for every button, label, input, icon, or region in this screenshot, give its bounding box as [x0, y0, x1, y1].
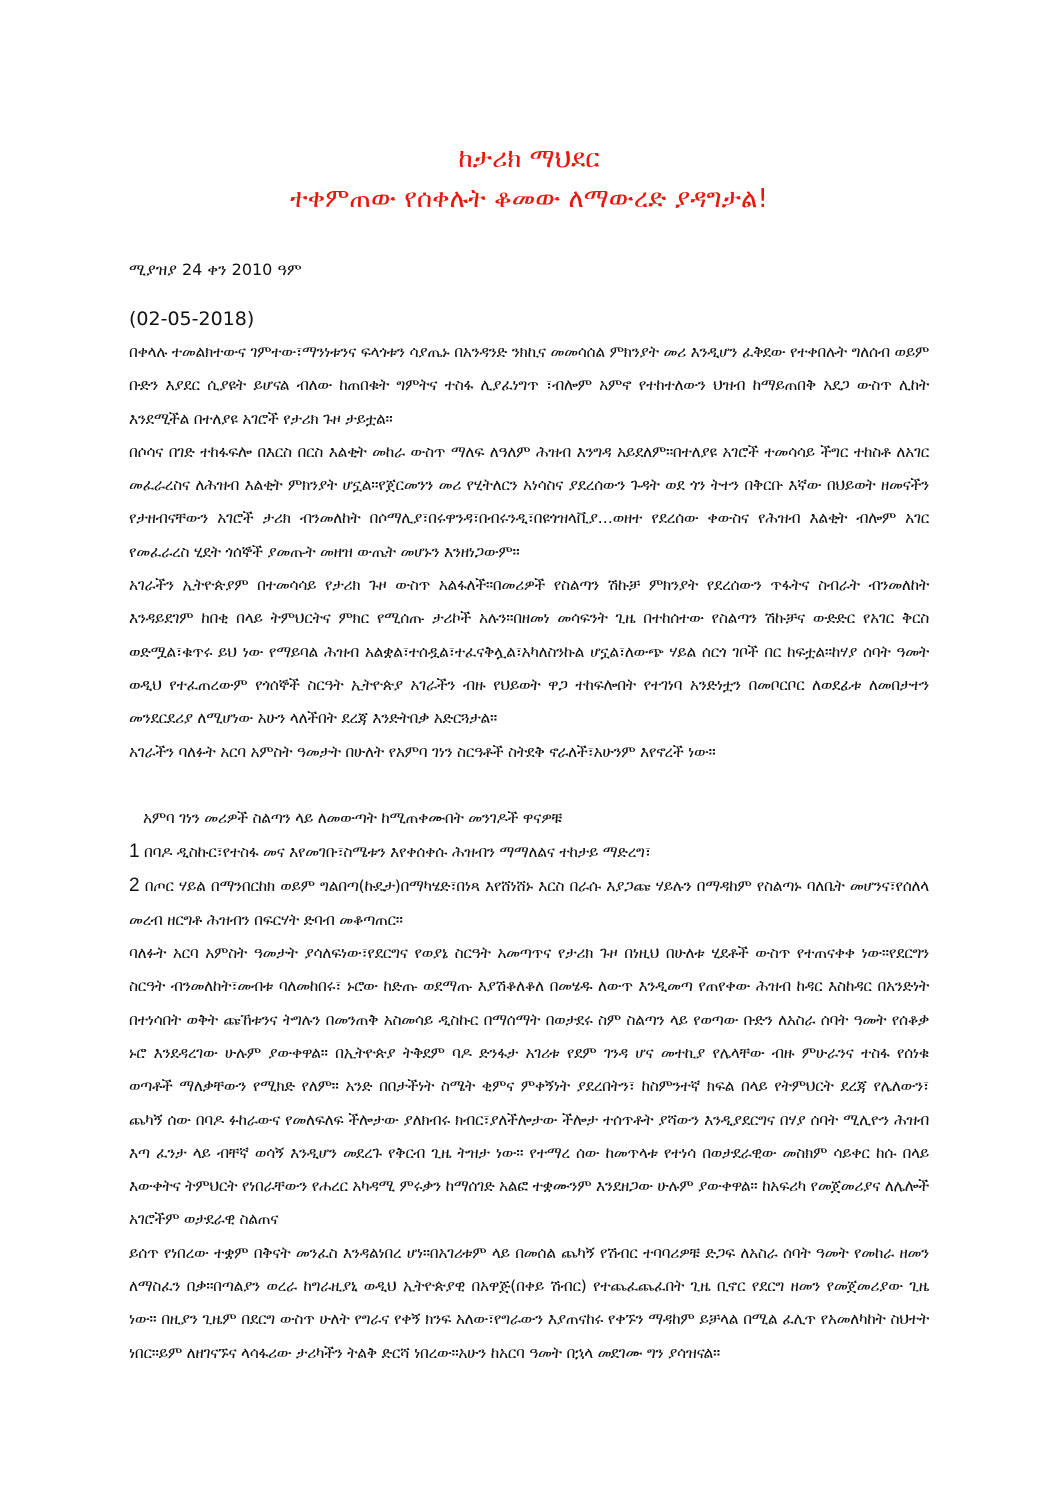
paragraph-4: አገራችን ባለፉት አርባ አምስት ዓመታት በሁለት የአምባ ገነን ስርዓቶች ስትደቅ ኖራለች፣አሁንም እየኖረች ነው።: [129, 742, 716, 761]
list-item-1-number: 1: [129, 841, 140, 863]
list-item-2-number: 2: [129, 875, 140, 897]
document-subtitle: ተቀምጠው የሰቀሉት ቆመው ለማውረድ ያዳግታል!: [290, 184, 768, 214]
paragraph-1: በቀላሉ ተመልክተውና ገምተው፣ማንነቱንና ፍላጎቱን ሳያጤኑ በአንዳንድ ንክኪና መመሳሰል ምክንያት መሪ እንዲሆን ፈቅደው የተቀበሉት ግለሰብ ወይም ቡድን እያደር ሲያዩት ይሆናል ብለው ከጠበቁት ግምትና ተስፋ ሊያፈነግጥ ፣ብሎም አምኖ የተከተለውን ህዝብ ከማይጠበቅ አደጋ ውስጥ ሊከት እንደሚችል በተለያዩ አገሮች የታሪክ ጉዞ ታይቷል።: [129, 343, 929, 428]
paragraph-2: በሶሳና በገድ ተከፋፍሎ በእርስ በርስ እልቂት መከራ ውስጥ ማለፍ ለዓለም ሕዝብ እንግዳ አይደለም።በተለያዩ አገሮች ተመሳሳይ ችግር ተከስቶ ለአገር መፈራረስና ለሕዝብ እልቂት ምክንያት ሆኗል።የጀርመንን መሪ የሂትለርን አነሳስና ያደረሰውን ጉዳት ወደ ጎን ትተን በቅርቡ እኛው በህይወት ዘመናችን የታዘብናቸውን አገሮች ታሪክ ብንመለከት በሶማሊያ፣በሩዋንዳ፣በብሩንዲ፣በዩጎዝላቪያ…ወዘተ የደረሰው ቀውስና የሕዝብ እልቂት ብሎም አገር የመፈራረስ ሂደት ጎሰኞች ያመጡት መዘዝ ውጤት መሆኑን እንዘነጋውም።: [129, 442, 929, 561]
paragraph-spacer: [129, 769, 929, 802]
ethiopian-date: ሚያዝያ 24 ቀን 2010 ዓም: [129, 260, 302, 279]
list-item-2: [129, 869, 929, 937]
paragraph-6: ይሰጥ የነበረው ተቋም በቅናት መንፈስ እንዳልነበረ ሆነ።በአገሪቱም ላይ በመሰል ጨካኝ የሽብር ተባባሪዎቹ ድጋፍ ለአስራ ሰባት ዓመት የመከራ ዘመን ለማስፈን በቃ።በጣልያን ወረራ ከግራዚያኒ ወዲህ ኢትዮጵያዊ በአዋጅ(በቀይ ሽብር) የተጨፈጨፈበት ጊዜ ቢኖር የደርግ ዘመን የመጀመሪያው ጊዜ ነው። በዚያን ጊዜም በደርግ ውስጥ ሁለት የግራና የቀኝ ክንፍ አለው፣የግራውን እያጠናከሩ የቀኙን ማዳከም ይቻላል በሚል ፈሊጥ የአመለካከት ስህተት ነበር።ይም ለዘገናኙና ላሳፋሪው ታሪካችን ትልቅ ድርሻ ነበረው።አሁን ከአርባ ዓመት በኋላ መደገሙ ግን ያሳዝናል።: [129, 1243, 929, 1362]
document-body: [129, 336, 929, 1370]
paragraph-5: ባለፉት አርባ አምስት ዓመታት ያሳለፍነው፣የደርግና የወያኔ ስርዓት አመጣጥና የታሪክ ጉዞ በነዚህ በሁለቱ ሂደቶች ውስጥ የተጠናቀቀ ነው።የደርግን ስርዓት ብንመለከት፣መብቱ ባለመከበሩ፣ ኑሮው ከድጡ ወደማጡ እያሽቆለቆለ በመሄዱ ለውጥ እንዲመጣ የጠየቀው ሕዝብ ከዳር እስከዳር በአንድነት በተነሳበት ወቅት ጩኸቱንና ትግሉን በመንጠቅ አስመሳይ ዲስኩር በማሰማት በወታደሩ ስም ስልጣን ላይ የወጣው ቡድን ለአስራ ሰባት ዓመት የሰቆቃ ኑሮ እንደዳረገው ሁሉም ያውቀዋል። በኢትዮጵያ ትቅደም ባዶ ድንፋታ አገሪቱ የደም ገንዳ ሆና መተኪያ የሌላቸው ብዙ ምሁራንና ተስፋ የሰነቁ ወጣቶች ማለቃቸውን የሚክድ የለም። አንድ በበታችነት ስሜት ቂምና ምቀኝነት ያደረበትን፣ ከስምንተኛ ክፍል በላይ የትምህርት ደረጃ የሌለውን፣ ጨካኝ ሰው በባዶ ፉከራውና የመለፍለፍ ችሎታው ያለክብሩ ክብር፣ያለችሎታው ችሎታ ተሰጥቶት ያሻውን እንዲያደርግና በሃያ ሰባት ሚሊዮን ሕዝብ እጣ ፈንታ ላይ ብቸኛ ወሳኝ እንዲሆን መደረጉ የቅርብ ጊዜ ትዝታ ነው። የተማረ ሰው ከመጥላቱ የተነሳ በወታደራዊው መስክም ሳይቀር ከሱ በላይ እውቀትና ትምህርት የነበራቸውን የሐረር አካዳሚ ምሩቃን ከማሰገድ አልፎ ተቋሙንም እንደዘጋው ሁሉም ያውቀዋል። ከአፍሪካ የመጀመሪያና ለሌሎች አገሮችም ወታደራዊ ስልጠና: [129, 944, 929, 1229]
list-item-1: [129, 835, 929, 869]
list-heading: አምባ ገነን መሪዎች ስልጣን ላይ ለመውጣት ከሚጠቀሙበት መንገዶች ዋናዎቹ: [143, 808, 562, 827]
gregorian-date: (02-05-2018): [129, 308, 255, 330]
list-item-2-text: በጦር ሃይል በማንበርከክ ወይም ግልበጣ(ኩዴታ)በማካሄድ፣በነጻ እየሸነሸኑ እርስ በራሱ እያጋጩ ሃይሉን በማዳከም የስልጣኑ ባለቤት መሆንና፣የሰለላ መረብ ዘርግቶ ሕዝብን በፍርሃት ድባብ መቆጣጠር።: [129, 877, 929, 929]
document-title: ከታሪክ ማህደር: [458, 144, 600, 174]
paragraph-3: አገራችን ኢትዮጵያም በተመሳሳይ የታሪክ ጉዞ ውስጥ አልፋለች።በመሪዎች የስልጣን ሽኩቻ ምክንያት የደረሰውን ጥፋትና ስብራት ብንመለከት እንዳይደገም ከበቂ በላይ ትምህርትና ምክር የሚሰጡ ታሪኮች አሉን።በዘመነ መሳፍንት ጊዜ በተከሰተው የስልጣን ሽኩቻና ውድድር የአገር ቅርስ ወድሟል፣ቁጥሩ ይህ ነው የማይባል ሕዝብ አልቋል፣ተሰዷል፣ተፈናቅሏል፣አካለስንኩል ሆኗል፣ለውጭ ሃይል ሰርጎ ገቦች በር ከፍቷል።ከሃያ ሰባት ዓመት ወዲህ የተፈጠረውም የጎሰኞች ስርዓት ኢትዮጵያ አገራችን ብዙ የህይወት ዋጋ ተከፍሎበት የተገነባ አንድነቷን በመቦርቦር ለወደፊቱ ለመበታተን መንደርደሪያ ለሚሆነው አሁን ላለችበት ደረጃ እንድትበቃ አድርጓታል።: [129, 576, 929, 728]
list-item-1-text: በባዶ ዲስኩር፣የተስፋ መና እየመገቡ፣ስሜቱን እየቀሰቀሱ ሕዝብን ማማለልና ተከታይ ማድረግ፣: [144, 843, 651, 862]
